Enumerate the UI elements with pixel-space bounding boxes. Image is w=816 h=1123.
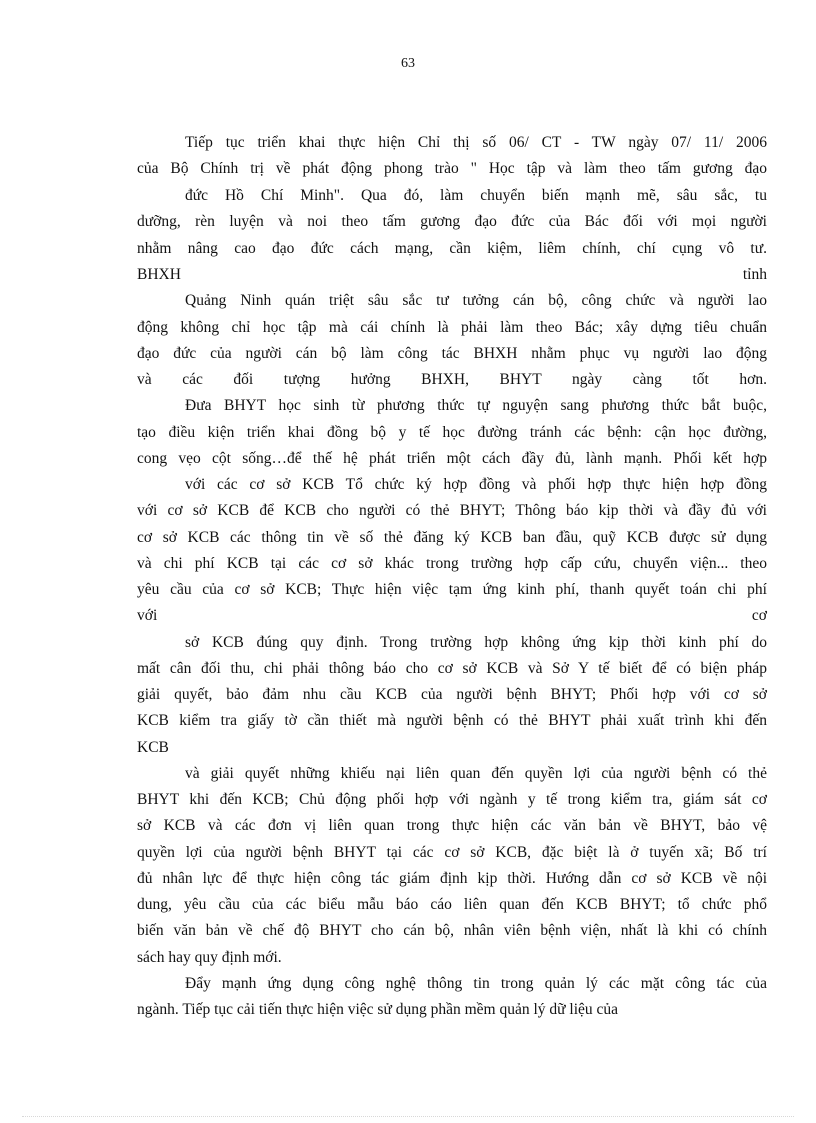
page-number: 63 [401,56,415,71]
text-line: và chi phí KCB tại các cơ sở khác trong trường hợp cấp cứu, chuyển viện... theo [137,555,767,572]
text-line: cơ sở KCB các thông tin về số thẻ đăng ký KCB ban đầu, quỹ KCB được sử dụng [137,529,767,546]
text-line: sở KCB và các đơn vị liên quan trong thực hiện các văn bản về BHYT, bảo vệ [137,817,767,834]
text-line: sách hay quy định mới. [137,949,282,966]
text-line: Tiếp tục triển khai thực hiện Chỉ thị số 06/ CT - TW ngày 07/ 11/ 2006 [185,134,767,151]
text-line: đức Hồ Chí Minh". Qua đó, làm chuyển biến mạnh mẽ, sâu sắc, tu [185,187,767,204]
text-line: tạo điều kiện triển khai đồng bộ y tế học đường tránh các bệnh: cận học đường, [137,424,767,441]
text-line: dung, yêu cầu của các biểu mẫu báo cáo liên quan đến KCB BHYT; tổ chức phổ [137,896,767,913]
text-line: giải quyết, bảo đảm nhu cầu KCB của người bệnh BHYT; Phối hợp với cơ sở [137,686,767,703]
text-line: Đẩy mạnh ứng dụng công nghệ thông tin trong quản lý các mặt công tác của [185,975,767,992]
text-line: của Bộ Chính trị về phát động phong trào " Học tập và làm theo tấm gương đạo [137,160,767,177]
text-line: với cơ sở KCB để KCB cho người có thẻ BHYT; Thông báo kịp thời và đầy đủ với [137,502,767,519]
text-line: quyền lợi của người bệnh BHYT tại các cơ sở KCB, đặc biệt là ở tuyến xã; Bố trí [137,844,767,861]
text-line: động không chỉ học tập mà cái chính là phải làm theo Bác; xây dựng tiêu chuẩn [137,319,767,336]
page-bottom-edge [22,1116,794,1117]
text-line: dưỡng, rèn luyện và noi theo tấm gương đạo đức của Bác đối với mọi người [137,213,767,230]
text-line: KCB [137,739,169,756]
text-line: và giải quyết những khiếu nại liên quan đến quyền lợi của người bệnh có thẻ [185,765,767,782]
text-line: KCB kiểm tra giấy tờ cần thiết mà người bệnh có thẻ BHYT phải xuất trình khi đến [137,712,767,729]
text-line: BHXH tỉnh [137,266,767,283]
text-line: đạo đức của người cán bộ làm công tác BHXH nhằm phục vụ người lao động [137,345,767,362]
text-line: biến văn bản về chế độ BHYT cho cán bộ, nhân viên bệnh viện, nhất là khi có chính [137,922,767,939]
text-line: với cơ [137,607,767,624]
text-line: đủ nhân lực để thực hiện công tác giám định kịp thời. Hướng dẫn cơ sở KCB về nội [137,870,767,887]
text-line: nhằm nâng cao đạo đức cách mạng, cần kiệm, liêm chính, chí cụng vô tư. [137,240,767,257]
text-line: Quảng Ninh quán triệt sâu sắc tư tưởng cán bộ, công chức và người lao [185,292,767,309]
text-line: cong vẹo cột sống…để thế hệ phát triển một cách đầy đủ, lành mạnh. Phối kết hợp [137,450,767,467]
text-line: sở KCB đúng quy định. Trong trường hợp không ứng kịp thời kinh phí do [185,634,767,651]
text-line: mất cân đối thu, chi phải thông báo cho cơ sở KCB và Sở Y tế biết để có biện pháp [137,660,767,677]
text-line: Đưa BHYT học sinh từ phương thức tự nguyện sang phương thức bắt buộc, [185,397,767,414]
text-line: và các đối tượng hưởng BHXH, BHYT ngày càng tốt hơn. [137,371,767,388]
text-line: ngành. Tiếp tục cải tiến thực hiện việc sử dụng phần mềm quản lý dữ liệu của [137,1001,619,1018]
text-line: BHYT khi đến KCB; Chủ động phối hợp với ngành y tế trong kiểm tra, giám sát cơ [137,791,767,808]
text-line: yêu cầu của cơ sở KCB; Thực hiện việc tạm ứng kinh phí, thanh quyết toán chi phí [137,581,767,598]
text-line: với các cơ sở KCB Tổ chức ký hợp đồng và phối hợp thực hiện hợp đồng [185,476,767,493]
